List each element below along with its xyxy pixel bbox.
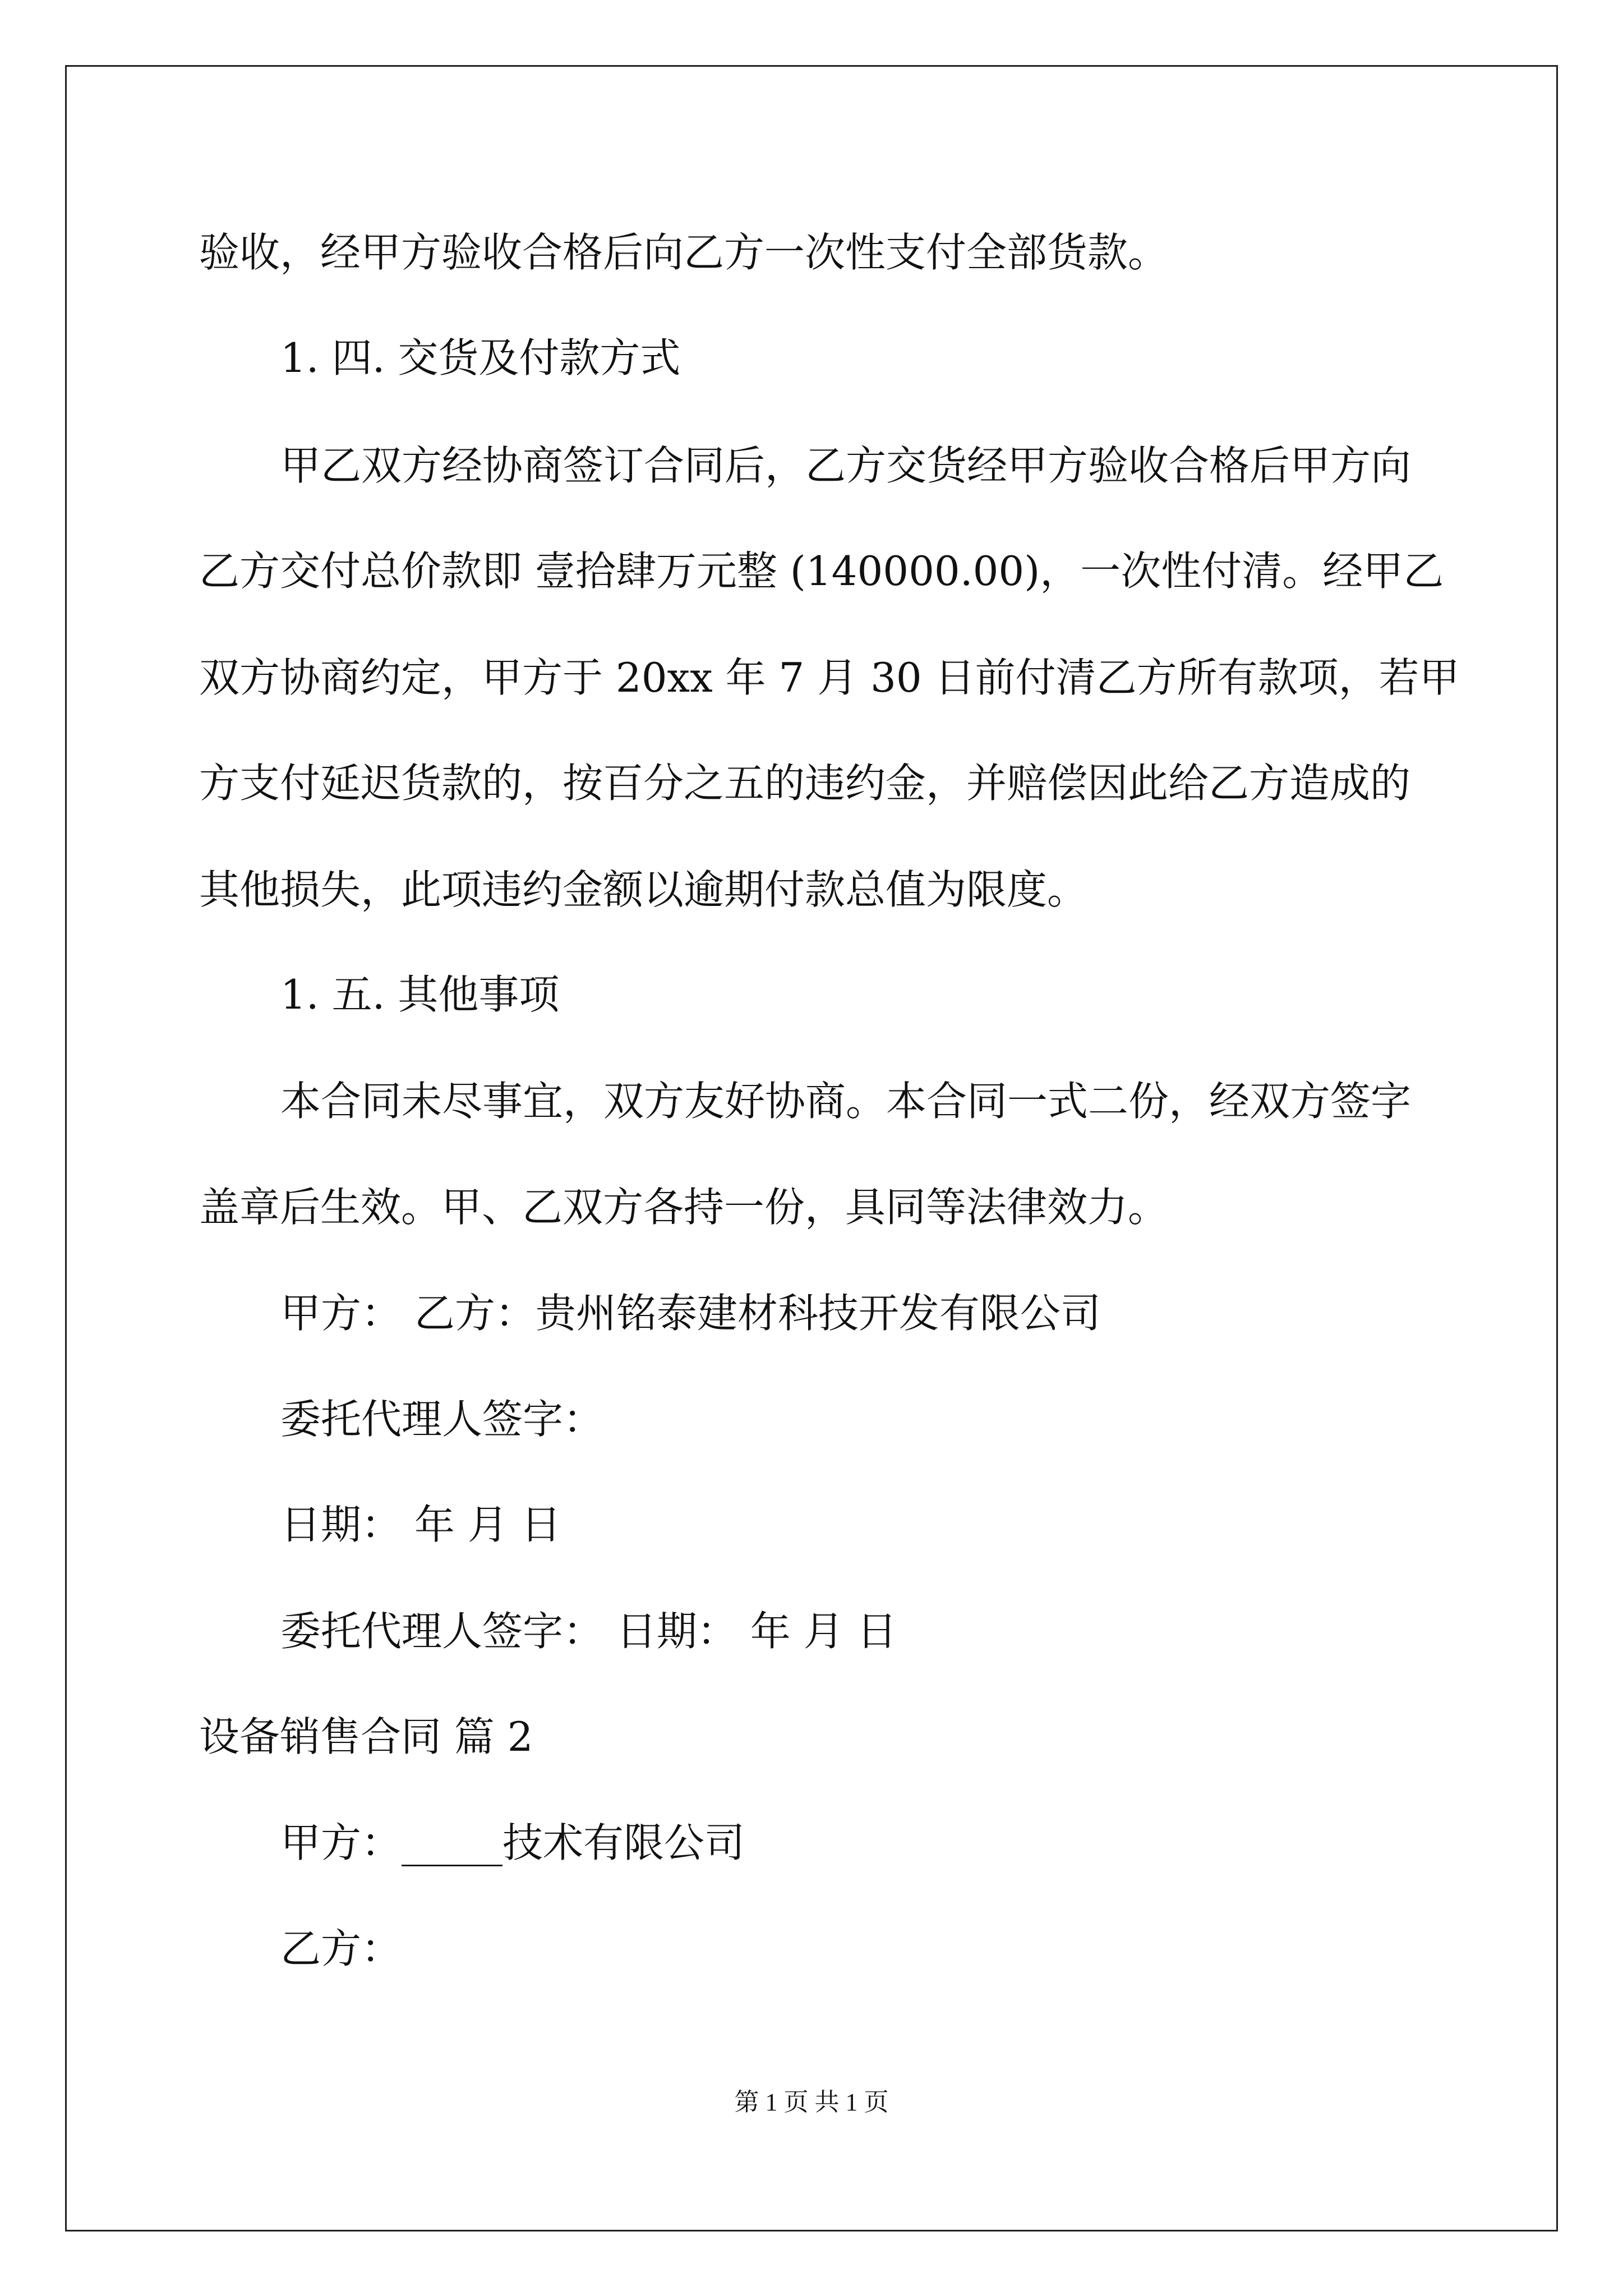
text-line-3: 甲乙双方经协商签订合同后，乙方交货经甲方验收合格后甲方向	[280, 442, 1412, 489]
text-line-10: 盖章后生效。甲、乙双方各持一份，具同等法律效力。	[199, 1184, 1169, 1231]
text-line-5: 双方协商约定，甲方于 20xx 年 7 月 30 日前付清乙方所有款项，若甲	[199, 654, 1460, 701]
section-heading-4: 1. 四. 交货及付款方式	[280, 334, 681, 381]
text-line-7: 其他损失，此项违约金额以逾期付款总值为限度。	[199, 866, 1088, 913]
text-line-9: 本合同未尽事宜，双方友好协商。本合同一式二份，经双方签字	[280, 1078, 1412, 1125]
text-line-6: 方支付延迟货款的，按百分之五的违约金，并赔偿因此给乙方造成的	[199, 760, 1411, 807]
signature-parties: 甲方： 乙方：贵州铭泰建材科技开发有限公司	[280, 1290, 1101, 1337]
section-heading-5: 1. 五. 其他事项	[280, 971, 560, 1018]
text-line-1: 验收，经甲方验收合格后向乙方一次性支付全部货款。	[199, 229, 1169, 276]
page-footer: 第 1 页 共 1 页	[734, 2088, 889, 2116]
text-line-4: 乙方交付总价款即 壹拾肆万元整 (140000.00)，一次性付清。经甲乙	[199, 547, 1444, 595]
contract-title-2: 设备销售合同 篇 2	[199, 1713, 533, 1760]
party-b-line: 乙方：	[280, 1925, 402, 1972]
agent-signature-date: 委托代理人签字： 日期： 年 月 日	[280, 1608, 897, 1655]
agent-signature-label: 委托代理人签字：	[280, 1396, 604, 1443]
date-line: 日期： 年 月 日	[280, 1501, 561, 1548]
party-a-line: 甲方：_____技术有限公司	[280, 1819, 745, 1866]
page-border	[65, 65, 1558, 2231]
